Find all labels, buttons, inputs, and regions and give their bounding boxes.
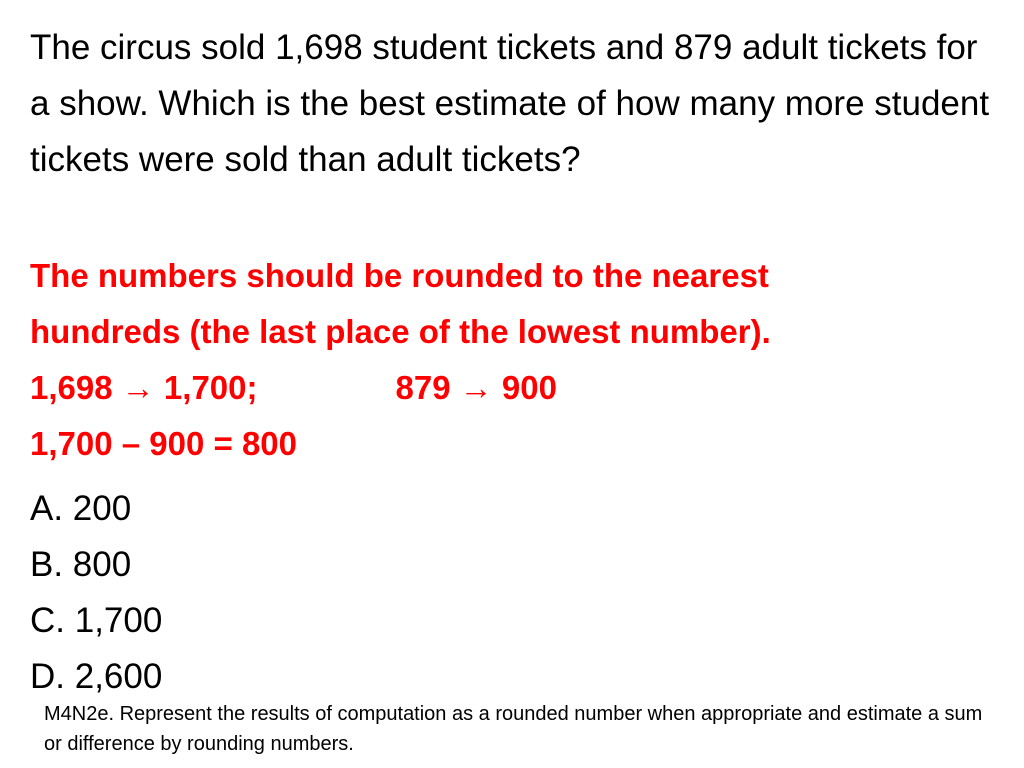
rounding-student: 1,698 → 1,700; bbox=[30, 369, 258, 406]
choice-a: A. 200 bbox=[30, 489, 132, 528]
choice-b: B. 800 bbox=[30, 545, 132, 584]
rounding-line bbox=[30, 360, 1000, 416]
computation-line: 1,700 – 900 = 800 bbox=[30, 425, 297, 462]
rounding-adult: 879 → 900 bbox=[395, 369, 557, 406]
choice-d: D. 2,600 bbox=[30, 657, 163, 696]
explanation-block bbox=[30, 248, 1000, 472]
explanation-line-2: hundreds (the last place of the lowest number). bbox=[30, 313, 771, 350]
question-text: The circus sold 1,698 student tickets and 879 adult tickets for a show. Which is the best estimate of how many more student tickets were sold than adult tickets? bbox=[30, 28, 990, 179]
choice-c: C. 1,700 bbox=[30, 601, 163, 640]
standard-text: M4N2e. Represent the results of computation as a rounded number when appropriate and estimate a sum or difference by rounding numbers. bbox=[44, 703, 983, 755]
explanation-line-1: The numbers should be rounded to the nearest bbox=[30, 257, 769, 294]
answer-choices bbox=[30, 481, 162, 705]
